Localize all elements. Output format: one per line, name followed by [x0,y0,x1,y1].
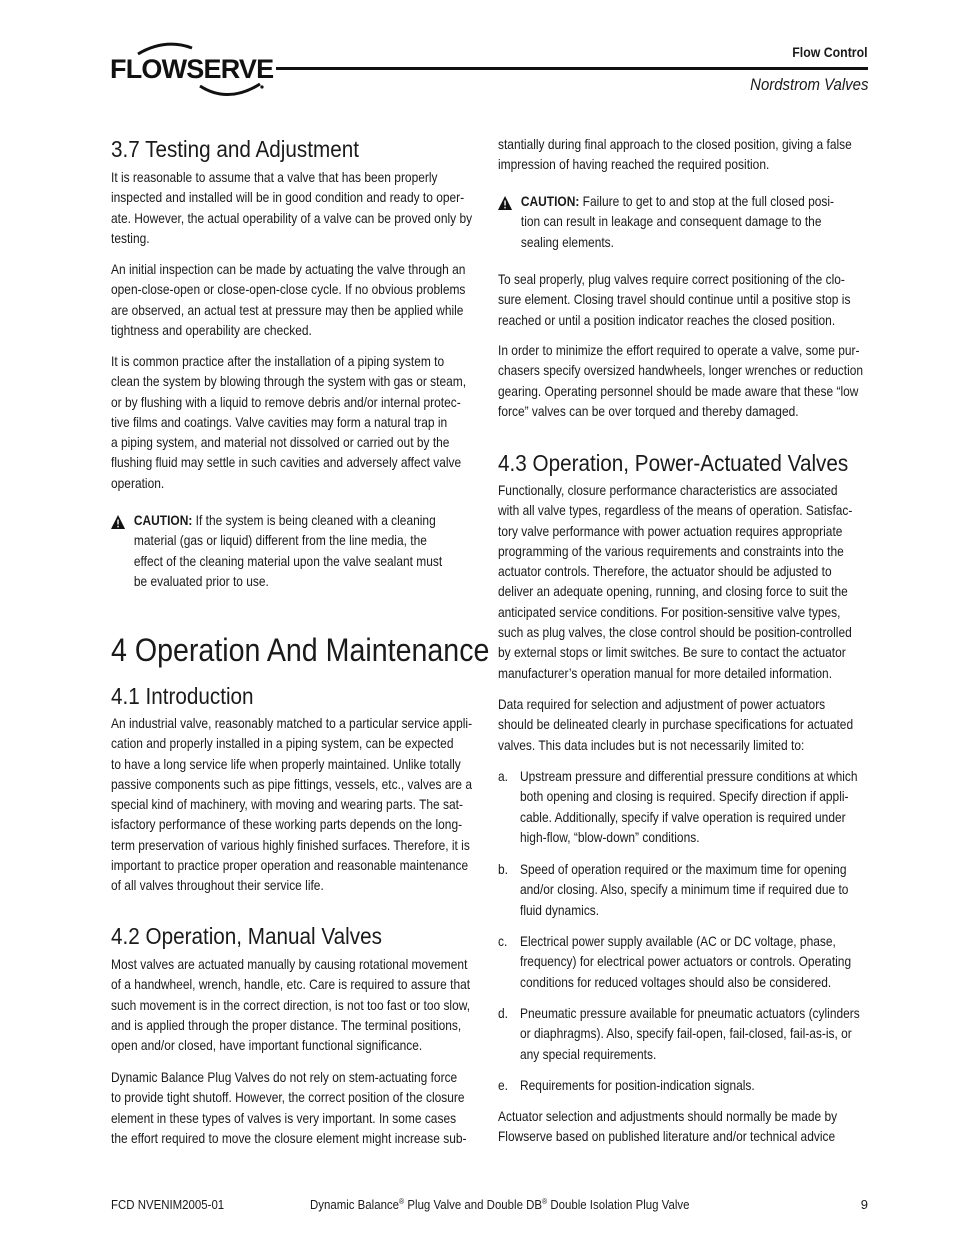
footer-title-part: Double Isolation Plug Valve [547,1197,690,1212]
caution-note-2 [498,192,870,253]
header-subtitle: Nordstrom Valves [749,75,868,94]
list-text: Speed of operation required or the maximum time for opening and/or closing. Also, specify a minimum time if required due to fluid dynamics. [520,862,849,918]
effort-paragraph: In order to minimize the effort required to operate a valve, some pur- chasers specify oversized handwheels, longer wrenches or reduction gearing. Operating personnel should be made aware that these “low force” valves can be over torqued and thereby damaged. [498,343,864,419]
section-4-3-paragraph-2: Data required for selection and adjustment of power actuators should be delineated clearly in purchase specifications for actuated valves. This data includes but is not necessarily limited to: [498,697,854,753]
chapter-4-heading: 4 Operation And Maintenance [111,632,490,668]
section-4-2-paragraph-2: Dynamic Balance Plug Valves do not rely on stem-actuating force to provide tight shutoff. However, the correct position of the closure element in these types of valves is very important. In some cases the effort required to move the closure element might increase sub- [111,1070,467,1146]
page-number: 9 [860,1197,868,1212]
section-4-3-heading: 4.3 Operation, Power-Actuated Valves [498,450,849,476]
list-marker: e. [498,1078,508,1093]
list-item [498,932,870,993]
section-4-2-paragraph-1: Most valves are actuated manually by causing rotational movement of a handwheel, wrench, handle, etc. Care is required to assure that such movement is in the correct direction, is not too fast or too slow, and is applied through the proper distance. The terminal positions, open and/or closed, have important functional significance. [111,957,471,1054]
caution-note-1 [111,511,481,592]
section-3-7-heading: 3.7 Testing and Adjustment [111,136,359,162]
section-4-3-paragraph-1: Functionally, closure performance characteristics are associated with all valve types, regardless of the means of operation. Satisfac- tory valve performance with power actuation requires appropriate programming of the various requirements and constraints into the actuator controls. Therefore, the actuator should be adjusted to deliver an adequate opening, running, and closing force to suit the anticipated service conditions. For position-sensitive valve types, such as plug valves, the close control should be position-controlled by external stops or limit switches. Be sure to contact the actuator manufacturer’s operation manual for more detailed information. [498,483,853,681]
list-item [498,1004,870,1065]
list-marker: d. [498,1006,508,1021]
logo-wordmark: FLOWSERVE [110,54,274,84]
caution-text: Failure to get to and stop at the full closed posi- tion can result in leakage and consequent damage to the sealing elements. [520,194,835,250]
actuator-selection-paragraph: Actuator selection and adjustments should normally be made by Flowserve based on published literature and/or technical advice [498,1109,838,1145]
footer-title-part: Dynamic Balance [310,1197,400,1212]
registered-mark: ® [399,1197,405,1206]
list-item [498,860,870,921]
list-marker: c. [498,934,508,949]
registered-mark: ® [542,1197,548,1206]
list-text: Pneumatic pressure available for pneumatic actuators (cylinders or diaphragms). Also, specify fail-open, fail-closed, fail-as-is, or any special requirements. [520,1006,860,1062]
seal-paragraph: To seal properly, plug valves require correct positioning of the clo- sure element. Closing travel should continue until a positive stop is reached or until a position indicator reaches the closed position. [498,272,851,328]
section-4-1-heading: 4.1 Introduction [111,683,254,709]
header-section-title: Flow Control [792,44,868,60]
list-text: Electrical power supply available (AC or DC voltage, phase, frequency) for electrical power actuators or controls. Operating conditions for reduced voltages should also be considered. [520,934,852,990]
footer-document-title [310,1197,689,1212]
warning-triangle-icon [498,196,512,210]
list-text: Upstream pressure and differential pressure conditions at which both opening and closing is required. Specify direction if appli- cable. Additionally, specify if valve operation is required under high-flow, “blow-down” conditions. [520,769,858,845]
continued-paragraph: stantially during final approach to the closed position, giving a false impression of having reached the required position. [498,137,852,173]
caution-label: CAUTION: [133,513,193,528]
warning-triangle-icon [111,515,125,529]
flowserve-logo [110,40,274,102]
list-text: Requirements for position-indication signals. [520,1078,755,1093]
list-item [498,1076,870,1096]
caution-label: CAUTION: [520,194,580,209]
header-rule [276,67,868,70]
footer-doc-code: FCD NVENIM2005-01 [111,1197,225,1212]
section-3-7-paragraph-1: It is reasonable to assume that a valve that has been properly inspected and installed will be in good condition and ready to oper- ate. However, the actual operability of a valve can be proved only by testing. [111,170,473,246]
section-3-7-paragraph-2: An initial inspection can be made by actuating the valve through an open-close-open or close-open-close cycle. If no obvious problems are observed, an actual test at pressure may then be applied while tightness and operability are checked. [111,262,466,338]
list-marker: a. [498,769,508,784]
section-3-7-paragraph-3: It is common practice after the installation of a piping system to clean the system by blowing through the system with gas or steam, or by flushing with a liquid to remove debris and/or internal protec- tive films and coatings. Valve cavities may form a natural trap in a piping system, and material not dissolved or carried out by the flushing fluid may settle in such cavities and adversely affect valve operation. [111,354,467,491]
section-4-1-paragraph-1: An industrial valve, reasonably matched to a particular service appli- cation and properly installed in a piping system, can be expected to have a long service life when properly maintained. Unlike totally passive components such as pipe fittings, vessels, etc., valves are a special kind of machinery, with moving and wearing parts. The sat- isfactory performance of these working parts depends on the long- term preservation of various highly finished surfaces. Therefore, it is important to practice proper operation and reasonable maintenance of all valves throughout their service life. [111,716,473,894]
section-4-2-heading: 4.2 Operation, Manual Valves [111,923,382,949]
list-marker: b. [498,862,508,877]
caution-text: If the system is being cleaned with a cleaning material (gas or liquid) different from the line media, the effect of the cleaning material upon the valve sealant must be evaluated prior to use. [133,513,443,589]
footer-title-part: Plug Valve and Double DB [404,1197,543,1212]
list-item [498,767,870,848]
